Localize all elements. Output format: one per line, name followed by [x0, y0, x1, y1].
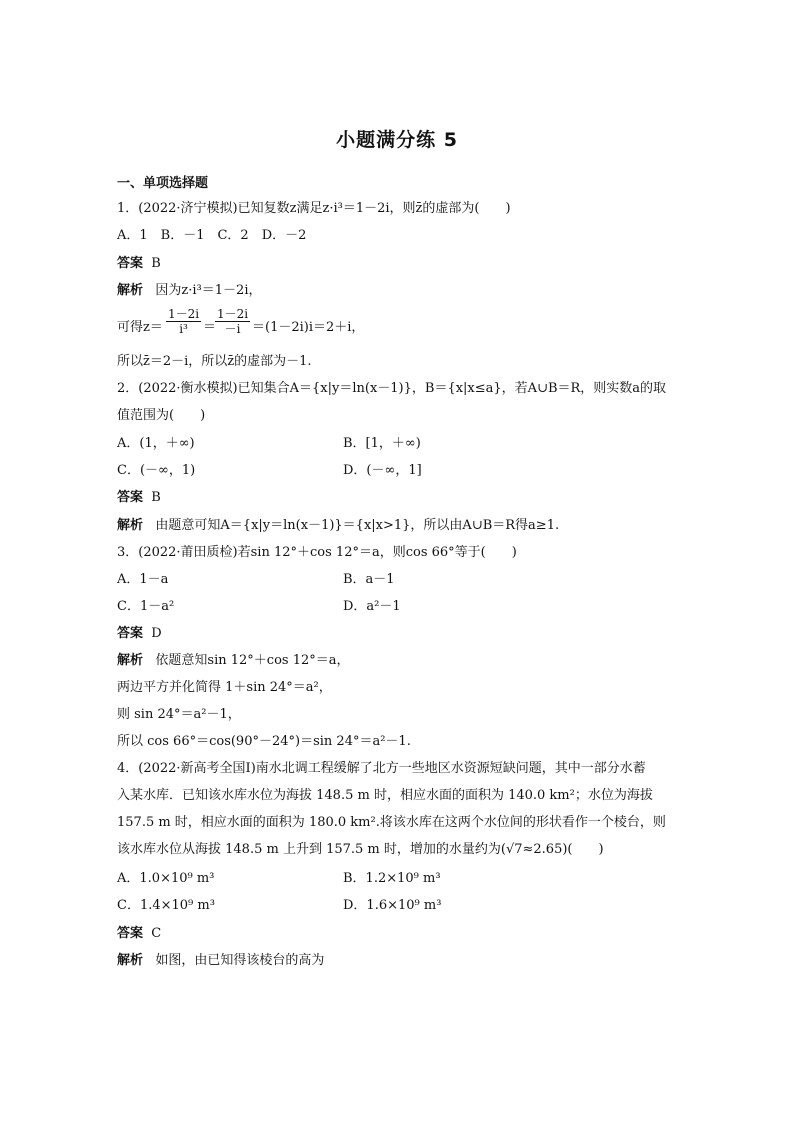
q4-stem-line3: 157.5 m 时，相应水面的面积为 180.0 km².将该水库在这两个水位间的形状看作一个棱台，则: [117, 815, 666, 830]
q2-option-a: A．(1，＋∞): [117, 436, 195, 451]
answer-label: 答案: [117, 926, 144, 941]
q3-option-a: A．1－a: [117, 572, 169, 587]
answer-label: 答案: [117, 490, 144, 505]
q4-option-c: C．1.4×10⁹ m³: [117, 898, 215, 913]
q3-option-b: B．a－1: [343, 572, 395, 587]
q4-stem-line4: 该水库水位从海拔 148.5 m 上升到 157.5 m 时，增加的水量约为(√7≈2.65)( ): [117, 842, 604, 857]
page-title: 小题满分练 5: [336, 129, 458, 151]
q2-analysis-line1: [117, 518, 559, 534]
q4-answer: [117, 926, 161, 942]
q4-option-a: A．1.0×10⁹ m³: [117, 871, 215, 886]
q2-stem-line2: 值范围为( ): [117, 408, 206, 423]
q4-option-b: B．1.2×10⁹ m³: [343, 871, 441, 886]
q2-answer: [117, 490, 161, 506]
q2-option-c: C．(－∞，1): [117, 463, 196, 478]
q1-stem: 1．(2022·济宁模拟)已知复数z满足z·i³＝1－2i，则z̄的虚部为( ): [117, 201, 511, 216]
q1-analysis-line1: [117, 283, 261, 299]
q1-analysis-line3: 所以z̄＝2－i，所以z̄的虚部为－1.: [117, 354, 312, 369]
analysis-text: 由题意可知A＝{x|y＝ln(x－1)}＝{x|x>1}，所以由A∪B＝R得a≥1.: [155, 518, 560, 533]
section-heading: 一、单项选择题: [117, 176, 209, 191]
q3-answer: [117, 626, 162, 642]
answer-value: D: [151, 626, 162, 641]
q1-line2-suffix: ＝(1－2i)i＝2＋i，: [252, 320, 365, 335]
fraction-numerator: 1－2i: [168, 307, 200, 321]
q3-analysis-line1: [117, 653, 350, 669]
answer-label: 答案: [117, 626, 144, 641]
answer-value: C: [151, 926, 162, 941]
q1-fraction-2: [215, 307, 250, 336]
q3-analysis-line4: 所以 cos 66°＝cos(90°－24°)＝sin 24°＝a²－1.: [117, 734, 411, 749]
q3-option-c: C．1－a²: [117, 599, 175, 614]
fraction-numerator: 1－2i: [217, 307, 249, 321]
q4-stem-line2: 入某水库．已知该水库水位为海拔 148.5 m 时，相应水面的面积为 140.0 km²；水位为海拔: [117, 788, 653, 803]
fraction-denominator: i³: [179, 322, 188, 336]
q3-option-d: D．a²－1: [343, 599, 401, 614]
q3-analysis-line3: 则 sin 24°＝a²－1，: [117, 707, 241, 722]
analysis-text: 依题意知sin 12°＋cos 12°＝a，: [155, 653, 350, 668]
q4-analysis-line1: [117, 953, 324, 969]
analysis-label: 解析: [117, 653, 144, 668]
q3-stem: 3．(2022·莆田质检)若sin 12°＋cos 12°＝a，则cos 66°等于( ): [117, 545, 517, 560]
q2-stem-line1: 2．(2022·衡水模拟)已知集合A＝{x|y＝ln(x－1)}，B＝{x|x≤a}，若A∪B＝R，则实数a的取: [117, 381, 667, 396]
analysis-label: 解析: [117, 953, 144, 968]
answer-value: B: [151, 490, 161, 505]
q2-option-d: D．(－∞，1]: [343, 463, 422, 478]
analysis-label: 解析: [117, 283, 144, 298]
answer-label: 答案: [117, 256, 144, 271]
q2-option-b: B．[1，＋∞): [343, 436, 421, 451]
q1-fraction-1: [166, 307, 201, 336]
q4-stem-line1: 4．(2022·新高考全国Ⅰ)南水北调工程缓解了北方一些地区水资源短缺问题，其中一部分水蓄: [117, 761, 646, 776]
analysis-text: 因为z·i³＝1－2i，: [155, 283, 262, 298]
q1-options: A．1 B．－1 C．2 D．－2: [117, 228, 307, 243]
analysis-text: 如图，由已知得该棱台的高为: [155, 953, 325, 968]
fraction-denominator: －i: [224, 322, 241, 336]
q3-analysis-line2: 两边平方并化简得 1＋sin 24°＝a²，: [117, 680, 332, 695]
answer-value: B: [151, 256, 161, 271]
analysis-label: 解析: [117, 518, 144, 533]
q1-equals: ＝: [203, 320, 217, 335]
q4-option-d: D．1.6×10⁹ m³: [343, 898, 442, 913]
q1-line2-prefix: 可得z＝: [117, 320, 163, 335]
q1-answer: [117, 256, 161, 272]
